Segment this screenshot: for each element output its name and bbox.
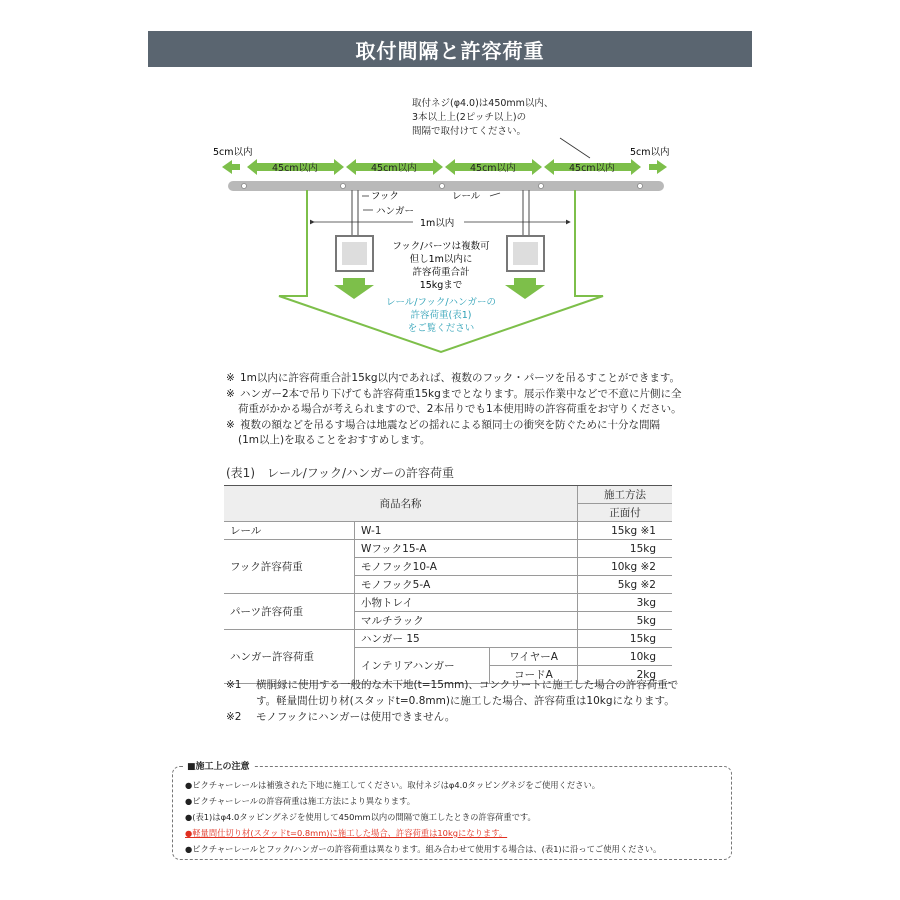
table-row: インテリアハンガー ワイヤーA 10kg xyxy=(224,648,672,666)
down-arrow-left xyxy=(334,278,374,299)
caution-box xyxy=(172,762,732,860)
table-row: ハンガー許容荷重 ハンガー 15 15kg xyxy=(224,630,672,648)
footnote-1: ※1 横胴縁に使用する一般的な木下地(t=15mm)、コンクリートに施工した場合の許容荷重です。軽量間仕切り材(スタッドt=0.8mm)に施工した場合、許容荷重は10kgになります。 xyxy=(226,679,679,707)
load-note-line-3: 許容荷重合計 xyxy=(412,267,470,278)
pitch-label-4: 45cm以内 xyxy=(569,163,615,174)
head-method: 施工方法 xyxy=(578,486,673,504)
caution-item: ●(表1)はφ4.0タッピングネジを使用して450mm以内の間隔で施工したときの許容荷重です。 xyxy=(185,812,536,822)
edge-arrow-right xyxy=(649,160,667,174)
span-label: 1m以内 xyxy=(420,218,455,229)
note-3-cont: (1m以上)を取ることをおすすめします。 xyxy=(238,434,431,446)
table-row: パーツ許容荷重 小物トレイ 3kg xyxy=(224,594,672,612)
down-arrow-right xyxy=(505,278,545,299)
footnote-2: ※2 モノフックにハンガーは使用できません。 xyxy=(226,711,456,723)
table-row: レール W-1 15kg ※1 xyxy=(224,522,672,540)
edge-label-right: 5cm以内 xyxy=(630,147,670,158)
table-title: (表1) レール/フック/ハンガーの許容荷重 xyxy=(226,466,455,480)
hanger-left xyxy=(352,190,358,236)
pitch-label-3: 45cm以内 xyxy=(470,163,516,174)
rail-label: レール xyxy=(452,191,481,202)
pitch-label-1: 45cm以内 xyxy=(272,163,318,174)
head-sub: 正面付 xyxy=(578,504,673,522)
table-row: マルチラック 5kg xyxy=(224,612,672,630)
hanger-right xyxy=(523,190,529,236)
head-product: 商品名称 xyxy=(224,486,578,522)
table-row: コードA 2kg xyxy=(224,666,672,684)
pitch-label-2: 45cm以内 xyxy=(371,163,417,174)
load-note-line-4: 15kgまで xyxy=(419,280,463,291)
notes xyxy=(226,371,696,449)
edge-arrow-left xyxy=(222,160,240,174)
caution-title: ■施工上の注意 xyxy=(183,759,254,772)
rail xyxy=(228,181,664,191)
ref-note-line-2: 許容荷重(表1) xyxy=(410,310,472,321)
load-note-line-2: 但し1m以内に xyxy=(409,254,473,265)
screw-leader xyxy=(560,138,590,158)
hook-label: フック xyxy=(371,191,399,202)
rail-load-diagram xyxy=(0,0,900,370)
ref-note-line-1: レール/フック/ハンガーの xyxy=(385,297,497,308)
table-row: フック許容荷重 Wフック15-A 15kg xyxy=(224,540,672,558)
hanger-label: ハンガー xyxy=(376,206,415,217)
table-row: モノフック5-A 5kg ※2 xyxy=(224,576,672,594)
page-title: 取付間隔と許容荷重 xyxy=(148,31,752,67)
note-3: ※ 複数の額などを吊るす場合は地震などの揺れによる額同士の衝突を防ぐために十分な間隔 xyxy=(226,418,660,431)
caution-item-highlight: ●軽量間仕切り材(スタッドt=0.8mm)に施工した場合、許容荷重は10kgになります。 xyxy=(185,828,508,838)
load-note-line-1: フック/パーツは複数可 xyxy=(392,241,490,252)
caution-item: ●ピクチャーレールの許容荷重は施工方法により異なります。 xyxy=(185,796,416,806)
footnotes xyxy=(226,677,686,725)
table-row: モノフック10-A 10kg ※2 xyxy=(224,558,672,576)
note-2: ※ ハンガー2本で吊り下げても許容荷重15kgまでとなります。展示作業中などで不意に片側に全 xyxy=(226,387,682,400)
load-table xyxy=(224,485,672,684)
screw-note-line-2: 3本以上上(2ピッチ以上)の xyxy=(412,112,527,123)
screw-note-line-1: 取付ネジ(φ4.0)は450mm以内、 xyxy=(412,98,554,109)
caution-item: ●ピクチャーレールは補強された下地に施工してください。取付ネジはφ4.0タッピングネジをご使用ください。 xyxy=(185,780,601,790)
caution-item: ●ピクチャーレールとフック/ハンガーの許容荷重は異なります。組み合わせて使用する場合は、(表1)に沿ってご使用ください。 xyxy=(185,844,662,854)
screw-note-line-3: 間隔で取付けてください。 xyxy=(412,126,527,137)
edge-label-left: 5cm以内 xyxy=(213,147,253,158)
note-2-cont: 荷重がかかる場合が考えられますので、2本吊りでも1本使用時の許容荷重をお守りください。 xyxy=(238,403,682,415)
note-1: ※ 1m以内に許容荷重合計15kg以内であれば、複数のフック・パーツを吊るすことができます。 xyxy=(226,372,681,384)
ref-note-line-3: をご覧ください xyxy=(407,323,475,334)
